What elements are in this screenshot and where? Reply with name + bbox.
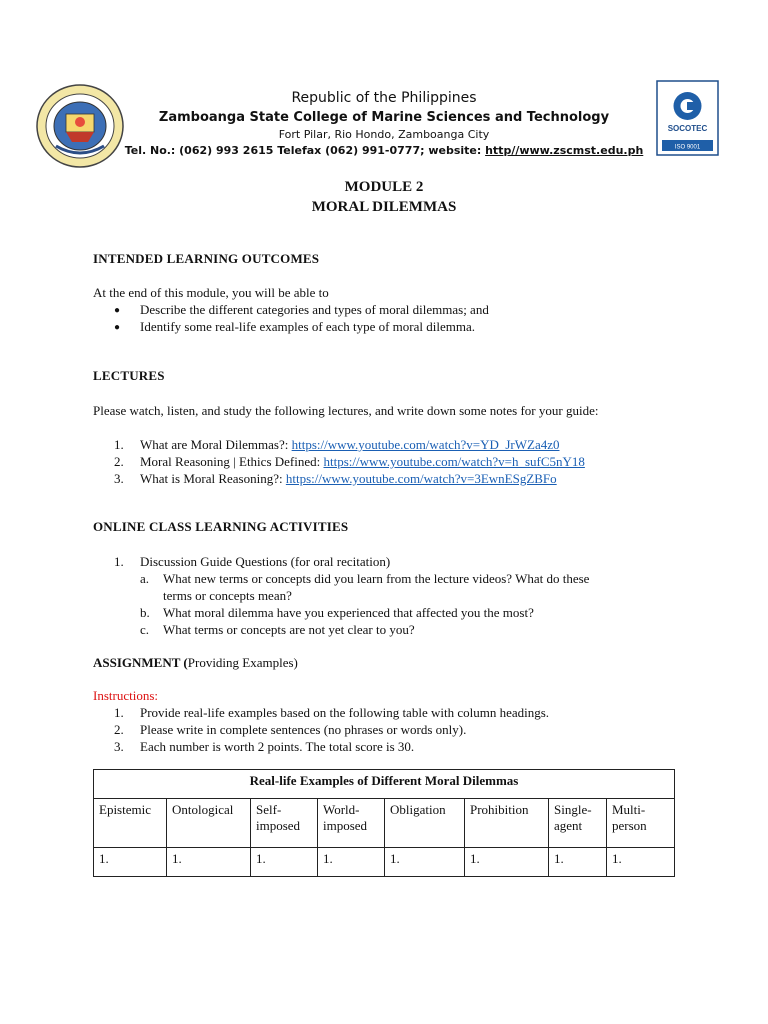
table-cell[interactable]: 1. <box>167 848 251 877</box>
instruction-text: Each number is worth 2 points. The total score is 30. <box>140 739 415 754</box>
column-header-line: imposed <box>256 818 301 833</box>
column-header-line: Prohibition <box>470 802 529 817</box>
question-letter: a. <box>140 571 150 586</box>
outcomes-intro: At the end of this module, you will be able to <box>93 285 329 300</box>
instruction-text: Please write in complete sentences (no phrases or words only). <box>140 722 467 737</box>
column-header-line: imposed <box>323 818 368 833</box>
instruction-number: 3. <box>114 739 124 754</box>
lecture-link[interactable]: https://www.youtube.com/watch?v=YD_JrWZa4z0 <box>291 437 560 452</box>
header-contact <box>0 144 768 157</box>
header-contact-text: Tel. No.: (062) 993 2615 Telefax (062) 991-0777; website: <box>124 144 486 157</box>
bullet-icon: ● <box>114 322 121 333</box>
column-header-line: Epistemic <box>99 802 151 817</box>
instruction-number: 2. <box>114 722 124 737</box>
socotec-label: SOCOTEC <box>667 124 708 133</box>
column-header-line: Obligation <box>390 802 446 817</box>
assignment-heading <box>93 654 675 671</box>
question-letter: b. <box>140 605 150 620</box>
question-text: terms or concepts mean? <box>163 588 292 603</box>
table-cell[interactable]: 1. <box>318 848 385 877</box>
column-header-line: agent <box>554 818 583 833</box>
column-header-epistemic <box>94 799 167 848</box>
table-header-row <box>94 799 675 848</box>
instruction-number: 1. <box>114 705 124 720</box>
module-title: MORAL DILEMMAS <box>311 199 457 215</box>
socotec-certification-logo <box>656 80 719 156</box>
assignment-heading-bold: ASSIGNMENT ( <box>93 655 188 670</box>
table-cell[interactable]: 1. <box>385 848 465 877</box>
examples-table <box>93 769 675 877</box>
table-cell[interactable]: 1. <box>607 848 675 877</box>
lecture-link[interactable]: https://www.youtube.com/watch?v=h_sufC5nY18 <box>323 454 585 469</box>
header-address: Fort Pilar, Rio Hondo, Zamboanga City <box>278 128 490 141</box>
lecture-text: Moral Reasoning | Ethics Defined: <box>140 454 324 469</box>
column-header-line: Single- <box>554 802 592 817</box>
outcome-text: Identify some real-life examples of each type of moral dilemma. <box>140 319 475 334</box>
table-row <box>94 848 675 877</box>
lectures-intro: Please watch, listen, and study the following lectures, and write down some notes for your guide: <box>93 403 599 418</box>
activities-heading: ONLINE CLASS LEARNING ACTIVITIES <box>93 519 349 534</box>
instructions-label: Instructions: <box>93 688 158 703</box>
table-cell[interactable]: 1. <box>465 848 549 877</box>
table-caption-row <box>94 770 675 799</box>
table-cell[interactable]: 1. <box>94 848 167 877</box>
header-republic: Republic of the Philippines <box>291 90 477 106</box>
column-header-line: Self- <box>256 802 282 817</box>
activity-text: Discussion Guide Questions (for oral recitation) <box>140 554 391 569</box>
table-caption: Real-life Examples of Different Moral Dilemmas <box>94 770 675 799</box>
assignment-heading-rest: Providing Examples) <box>187 655 298 670</box>
header-website-link[interactable]: http//www.zscmst.edu.ph <box>485 144 644 157</box>
lecture-text: What are Moral Dilemmas?: <box>140 437 292 452</box>
lecture-number: 2. <box>114 454 124 469</box>
table-cell[interactable]: 1. <box>251 848 318 877</box>
question-text: What new terms or concepts did you learn from the lecture videos? What do these <box>163 571 590 586</box>
header-college-name: Zamboanga State College of Marine Sciences and Technology <box>158 110 610 125</box>
column-header-multi-person <box>607 799 675 848</box>
lecture-number: 3. <box>114 471 124 486</box>
lecture-link[interactable]: https://www.youtube.com/watch?v=3EwnESgZBFo <box>285 471 557 486</box>
iso-label: ISO 9001 <box>674 144 701 151</box>
document-header <box>0 0 768 170</box>
column-header-obligation <box>385 799 465 848</box>
column-header-line: World- <box>323 802 360 817</box>
column-header-ontological <box>167 799 251 848</box>
column-header-world-imposed <box>318 799 385 848</box>
column-header-self-imposed <box>251 799 318 848</box>
outcome-text: Describe the different categories and types of moral dilemmas; and <box>140 302 489 317</box>
bullet-icon: ● <box>114 305 121 316</box>
question-letter: c. <box>140 622 150 637</box>
column-header-line: person <box>612 818 647 833</box>
column-header-line: Ontological <box>172 802 234 817</box>
table-cell[interactable]: 1. <box>549 848 607 877</box>
column-header-single-agent <box>549 799 607 848</box>
column-header-prohibition <box>465 799 549 848</box>
module-number: MODULE 2 <box>344 179 424 195</box>
lecture-text: What is Moral Reasoning?: <box>140 471 286 486</box>
question-text: What terms or concepts are not yet clear to you? <box>163 622 415 637</box>
lectures-heading: LECTURES <box>93 368 165 383</box>
outcomes-heading: INTENDED LEARNING OUTCOMES <box>93 251 320 266</box>
activity-number: 1. <box>114 554 124 569</box>
instruction-text: Provide real-life examples based on the following table with column headings. <box>140 705 550 720</box>
question-text: What moral dilemma have you experienced that affected you the most? <box>163 605 534 620</box>
lecture-number: 1. <box>114 437 124 452</box>
column-header-line: Multi- <box>612 802 646 817</box>
